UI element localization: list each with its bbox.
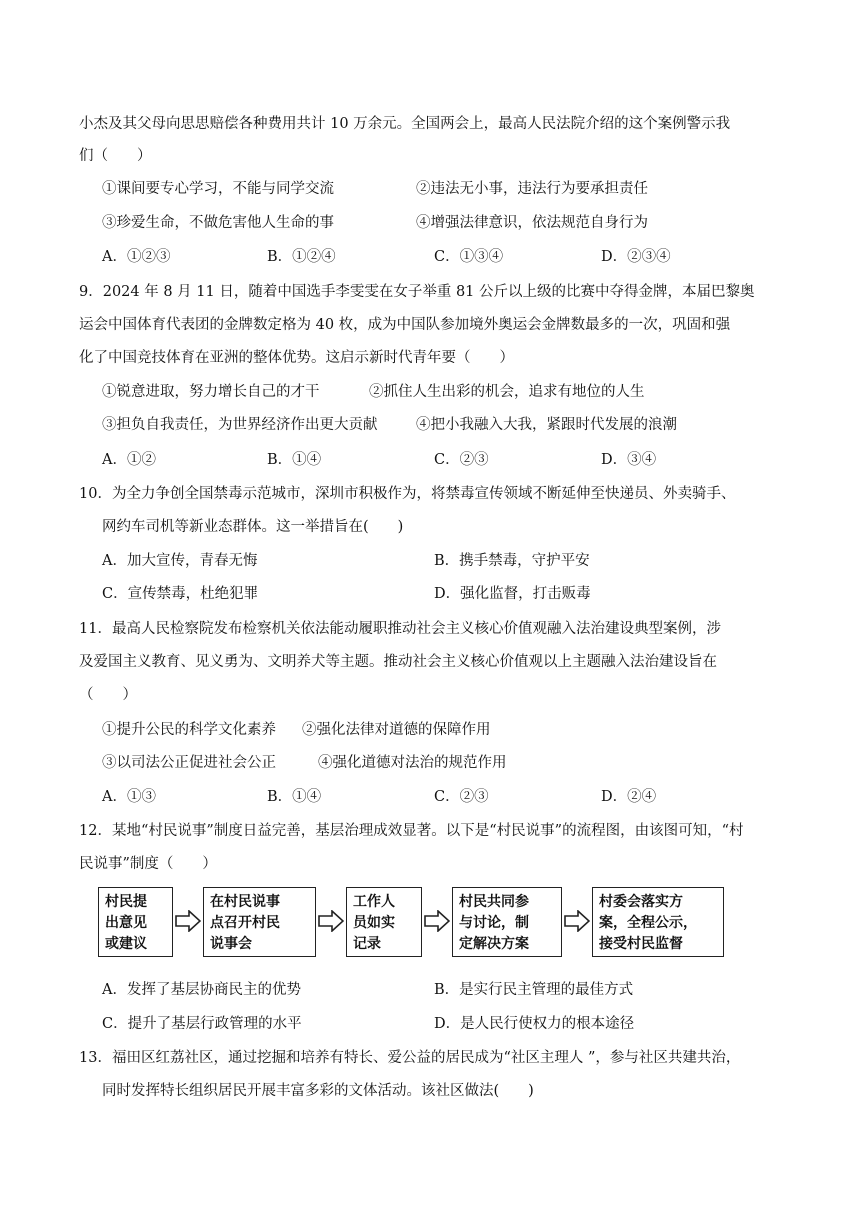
q8-stem-line-2: 们（ ） xyxy=(79,148,152,164)
q10-choice-d[interactable]: D．强化监督，打击贩毒 xyxy=(434,586,591,602)
q9-choice-a[interactable]: A．①② xyxy=(102,452,156,468)
arrow-right-icon xyxy=(424,910,450,932)
q9-choice-d[interactable]: D．③④ xyxy=(601,452,657,468)
q11-option-1: ①提升公民的科学文化素养 xyxy=(102,722,276,738)
q9-choice-b[interactable]: B．①④ xyxy=(267,452,322,468)
q9-option-4: ④把小我融入大我，紧跟时代发展的浪潮 xyxy=(416,417,677,433)
q9-stem-line-3: 化了中国竞技体育在亚洲的整体优势。这启示新时代青年要（ ） xyxy=(79,350,514,366)
flow-step-1: 村民提 出意见 或建议 xyxy=(98,887,173,957)
q11-stem-line-1: 11．最高人民检察院发布检察机关依法能动履职推动社会主义核心价值观融入法治建设典型案例，涉 xyxy=(79,621,721,637)
flow-step-2: 在村民说事 点召开村民 说事会 xyxy=(203,887,316,957)
flow-step-4: 村民共同参 与讨论，制 定解决方案 xyxy=(452,887,562,957)
arrow-right-icon xyxy=(175,910,201,932)
q11-option-3: ③以司法公正促进社会公正 xyxy=(102,755,276,771)
q9-choice-c[interactable]: C．②③ xyxy=(434,452,489,468)
q12-choice-d[interactable]: D．是人民行使权力的根本途径 xyxy=(434,1016,635,1032)
q11-option-4: ④强化道德对法治的规范作用 xyxy=(318,755,507,771)
q8-choice-b[interactable]: B．①②④ xyxy=(267,249,336,265)
q9-stem-line-2: 运会中国体育代表团的金牌数定格为 40 枚，成为中国队参加境外奥运会金牌数最多的一次，巩固和强 xyxy=(79,317,731,333)
q13-stem-line-2: 同时发挥特长组织居民开展丰富多彩的文体活动。该社区做法( ) xyxy=(102,1083,534,1099)
q10-stem-line-2: 网约车司机等新业态群体。这一举措旨在( ) xyxy=(102,519,404,535)
q11-choice-b[interactable]: B．①④ xyxy=(267,789,322,805)
q8-choice-c[interactable]: C．①③④ xyxy=(434,249,504,265)
flow-step-5: 村委会落实方 案，全程公示， 接受村民监督 xyxy=(592,887,724,957)
q13-stem-line-1: 13．福田区红荔社区，通过挖掘和培养有特长、爱公益的居民成为“社区主理人 ”，参与社区共建共治， xyxy=(79,1050,741,1066)
q8-option-2: ②违法无小事，违法行为要承担责任 xyxy=(416,181,648,197)
q12-choice-c[interactable]: C．提升了基层行政管理的水平 xyxy=(102,1016,302,1032)
q11-choice-c[interactable]: C．②③ xyxy=(434,789,489,805)
q12-stem-line-2: 民说事”制度（ ） xyxy=(79,856,217,872)
q8-choice-a[interactable]: A．①②③ xyxy=(102,249,171,265)
q9-option-3: ③担负自我责任，为世界经济作出更大贡献 xyxy=(102,417,378,433)
q12-stem-line-1: 12．某地“村民说事”制度日益完善，基层治理成效显著。以下是“村民说事”的流程图，由该图可知，“村 xyxy=(79,823,744,839)
q11-stem-line-3: （ ） xyxy=(79,687,137,703)
q11-choice-d[interactable]: D．②④ xyxy=(601,789,657,805)
q9-option-1: ①锐意进取，努力增长自己的才干 xyxy=(102,384,320,400)
q10-stem-line-1: 10．为全力争创全国禁毒示范城市，深圳市积极作为，将禁毒宣传领域不断延伸至快递员、外卖骑手、 xyxy=(79,486,736,502)
arrow-right-icon xyxy=(318,910,344,932)
flow-step-3: 工作人 员如实 记录 xyxy=(346,887,422,957)
q8-choice-d[interactable]: D．②③④ xyxy=(601,249,671,265)
q12-choice-b[interactable]: B．是实行民主管理的最佳方式 xyxy=(434,982,634,998)
q11-option-2: ②强化法律对道德的保障作用 xyxy=(302,722,491,738)
q9-option-2: ②抓住人生出彩的机会，追求有地位的人生 xyxy=(369,384,645,400)
q10-choice-c[interactable]: C．宣传禁毒，杜绝犯罪 xyxy=(102,586,259,602)
q8-option-1: ①课间要专心学习，不能与同学交流 xyxy=(102,181,334,197)
q8-option-3: ③珍爱生命，不做危害他人生命的事 xyxy=(102,215,334,231)
q11-stem-line-2: 及爱国主义教育、见义勇为、文明养犬等主题。推动社会主义核心价值观以上主题融入法治建设旨在 xyxy=(79,654,717,670)
q9-stem-line-1: 9．2024 年 8 月 11 日，随着中国选手李雯雯在女子举重 81 公斤以上级的比赛中夺得金牌，本届巴黎奥 xyxy=(79,284,755,300)
q10-choice-b[interactable]: B．携手禁毒，守护平安 xyxy=(434,553,590,569)
q8-stem-line-1: 小杰及其父母向思思赔偿各种费用共计 10 万余元。全国两会上，最高人民法院介绍的这个案例警示我 xyxy=(79,116,731,132)
q12-choice-a[interactable]: A．发挥了基层协商民主的优势 xyxy=(102,982,301,998)
arrow-right-icon xyxy=(564,910,590,932)
q8-option-4: ④增强法律意识，依法规范自身行为 xyxy=(416,215,648,231)
q10-choice-a[interactable]: A．加大宣传，青春无悔 xyxy=(102,553,258,569)
q11-choice-a[interactable]: A．①③ xyxy=(102,789,156,805)
flowchart xyxy=(98,887,728,959)
